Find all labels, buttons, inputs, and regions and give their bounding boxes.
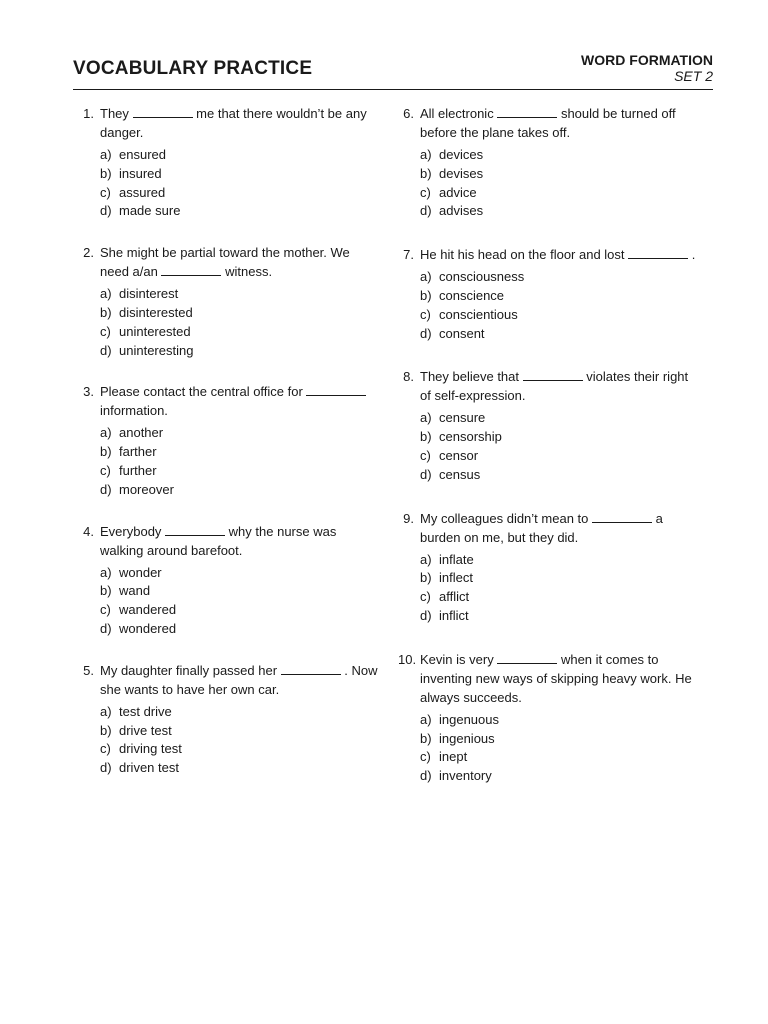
option-list (420, 711, 698, 786)
option-letter: d) (420, 466, 432, 482)
stem-text-after: . (691, 247, 696, 263)
option-item (100, 601, 378, 620)
option-letter: a) (420, 269, 432, 285)
question-stem (100, 522, 378, 560)
option-letter: d) (420, 607, 432, 623)
option-text: another (119, 425, 164, 441)
option-item (420, 165, 698, 184)
option-item (420, 730, 698, 749)
option-letter: d) (420, 325, 432, 341)
option-item (420, 202, 698, 221)
option-item (100, 443, 378, 462)
question-2 (78, 243, 378, 360)
option-text: farther (119, 444, 157, 460)
option-text: wondered (119, 620, 177, 636)
option-item (420, 428, 698, 447)
option-item (100, 342, 378, 361)
option-letter: b) (420, 730, 432, 746)
option-item (420, 711, 698, 730)
question-stem (100, 661, 378, 699)
option-letter: c) (100, 462, 111, 478)
option-letter: a) (420, 551, 432, 567)
option-item (420, 268, 698, 287)
question-7 (398, 245, 698, 343)
option-letter: a) (420, 410, 432, 426)
option-item (100, 202, 378, 221)
option-letter: c) (420, 306, 431, 322)
option-text: afflict (439, 589, 470, 605)
question-1 (78, 104, 378, 221)
option-letter: c) (100, 602, 111, 618)
option-letter: b) (420, 287, 432, 303)
option-item (100, 722, 378, 741)
option-text: inflate (439, 551, 474, 567)
question-5 (78, 661, 378, 778)
option-item (420, 184, 698, 203)
option-item (420, 325, 698, 344)
option-text: inept (439, 749, 468, 765)
option-item (100, 323, 378, 342)
stem-text-after: . Now she wants to have her own car. (100, 662, 378, 697)
option-item (420, 146, 698, 165)
option-letter: a) (100, 425, 112, 441)
option-list (420, 409, 698, 484)
stem-text-before: They believe that (420, 369, 520, 385)
option-item (420, 447, 698, 466)
option-list (100, 564, 378, 639)
question-stem (420, 367, 698, 405)
option-text: further (119, 462, 157, 478)
option-letter: c) (420, 749, 431, 765)
answer-blank (523, 368, 583, 381)
option-item (420, 409, 698, 428)
option-item (100, 703, 378, 722)
option-letter: d) (100, 203, 112, 219)
answer-blank (161, 263, 221, 276)
option-text: ingenious (439, 730, 495, 746)
stem-text-before: My daughter finally passed her (100, 662, 278, 678)
stem-text-before: Everybody (100, 523, 162, 539)
option-letter: b) (100, 583, 112, 599)
question-number: 4. (83, 523, 94, 539)
option-letter: a) (100, 703, 112, 719)
option-item (100, 564, 378, 583)
page-header (73, 50, 713, 90)
option-letter: b) (100, 722, 112, 738)
option-item (420, 287, 698, 306)
option-item (100, 424, 378, 443)
option-item (100, 285, 378, 304)
option-item (420, 551, 698, 570)
set-label: SET 2 (674, 68, 713, 84)
option-item (100, 462, 378, 481)
option-letter: d) (420, 203, 432, 219)
question-column-left (78, 104, 378, 778)
option-letter: d) (100, 481, 112, 497)
option-item (100, 304, 378, 323)
option-item (100, 165, 378, 184)
stem-text-after: violates their right of self-expression. (420, 369, 689, 404)
option-letter: b) (100, 165, 112, 181)
question-number: 9. (403, 510, 414, 526)
option-item (420, 306, 698, 325)
option-letter: a) (100, 286, 112, 302)
option-list (420, 146, 698, 221)
stem-text-after: should be turned off before the plane takes off. (420, 106, 676, 140)
option-letter: c) (420, 184, 431, 200)
stem-text-before: She might be partial toward the mother. We need a/an (100, 245, 350, 280)
question-stem (420, 245, 698, 264)
option-text: driven test (119, 760, 179, 776)
option-letter: b) (420, 165, 432, 181)
question-number: 8. (403, 369, 414, 385)
stem-text-before: Please contact the central office for (100, 384, 303, 400)
option-text: assured (119, 184, 166, 200)
header-right (581, 52, 713, 85)
option-text: made sure (119, 203, 181, 219)
option-item (100, 184, 378, 203)
option-text: advises (439, 203, 484, 219)
question-stem (420, 650, 698, 707)
question-8 (398, 367, 698, 484)
question-number: 1. (83, 106, 94, 121)
option-item (100, 759, 378, 778)
option-letter: b) (420, 429, 432, 445)
option-item (420, 588, 698, 607)
option-letter: b) (100, 304, 112, 320)
option-text: inflect (439, 570, 473, 586)
question-number: 5. (83, 662, 94, 678)
option-text: ingenuous (439, 711, 499, 727)
answer-blank (497, 651, 557, 664)
question-3 (78, 382, 378, 499)
option-text: insured (119, 165, 162, 181)
option-letter: a) (420, 711, 432, 727)
section-label: WORD FORMATION (581, 52, 713, 68)
option-letter: b) (100, 444, 112, 460)
option-item (420, 767, 698, 786)
question-stem (100, 382, 378, 420)
option-item (420, 569, 698, 588)
question-stem (420, 509, 698, 547)
stem-text-after: information. (100, 403, 168, 419)
option-letter: c) (100, 741, 111, 757)
question-number: 3. (83, 384, 94, 400)
option-item (100, 146, 378, 165)
stem-text-before: All electronic (420, 106, 494, 121)
question-number: 6. (403, 106, 414, 121)
option-text: ensured (119, 147, 166, 162)
question-number: 10. (398, 651, 417, 667)
option-letter: c) (100, 184, 111, 200)
option-text: consciousness (439, 269, 525, 285)
answer-blank (133, 105, 193, 118)
option-letter: d) (420, 768, 432, 784)
option-text: wand (119, 583, 151, 599)
answer-blank (165, 523, 225, 536)
question-stem (420, 104, 698, 142)
stem-text-after: why the nurse was walking around barefoot. (100, 523, 337, 558)
answer-blank (628, 246, 688, 259)
answer-blank (306, 383, 366, 396)
option-list (100, 285, 378, 360)
stem-text-after: witness. (225, 264, 273, 280)
stem-text-after: a burden on me, but they did. (420, 510, 663, 545)
question-6 (398, 104, 698, 221)
option-text: wandered (119, 602, 177, 618)
stem-text-before: My colleagues didn’t mean to (420, 510, 589, 526)
option-item (100, 740, 378, 759)
option-letter: a) (100, 147, 112, 162)
option-list (420, 551, 698, 626)
option-item (420, 748, 698, 767)
stem-text-before: They (100, 106, 129, 121)
option-text: censorship (439, 429, 502, 445)
option-text: wonder (119, 564, 162, 580)
option-item (420, 607, 698, 626)
option-item (420, 466, 698, 485)
option-text: censure (439, 410, 486, 426)
stem-text-after: me that there wouldn’t be any danger. (100, 106, 367, 140)
stem-text-before: Kevin is very (420, 651, 494, 667)
option-text: censor (439, 447, 479, 463)
question-stem (100, 243, 378, 281)
option-letter: d) (100, 620, 112, 636)
option-text: disinterested (119, 304, 193, 320)
option-letter: c) (420, 447, 431, 463)
question-9 (398, 509, 698, 626)
option-list (100, 424, 378, 499)
stem-text-before: He hit his head on the floor and lost (420, 247, 625, 263)
option-letter: c) (420, 589, 431, 605)
option-text: uninterested (119, 323, 191, 339)
option-item (100, 620, 378, 639)
option-text: uninteresting (119, 342, 194, 358)
option-letter: a) (100, 564, 112, 580)
option-letter: d) (100, 760, 112, 776)
option-text: moreover (119, 481, 174, 497)
option-list (100, 146, 378, 221)
option-text: conscientious (439, 306, 518, 322)
option-list (420, 268, 698, 343)
answer-blank (497, 105, 557, 118)
option-text: disinterest (119, 286, 179, 302)
question-number: 7. (403, 247, 414, 263)
option-text: consent (439, 325, 485, 341)
option-text: conscience (439, 287, 505, 303)
question-stem (100, 104, 378, 142)
question-4 (78, 522, 378, 639)
question-number: 2. (83, 245, 94, 261)
option-letter: d) (100, 342, 112, 358)
option-text: test drive (119, 703, 172, 719)
option-list (100, 703, 378, 778)
answer-blank (592, 510, 652, 523)
question-10 (398, 650, 698, 786)
option-text: advice (439, 184, 477, 200)
answer-blank (281, 662, 341, 675)
option-letter: a) (420, 147, 432, 162)
option-letter: b) (420, 570, 432, 586)
option-text: census (439, 466, 481, 482)
stem-text-after: when it comes to inventing new ways of skipping heavy work. He always succeeds. (420, 651, 692, 705)
option-letter: c) (100, 323, 111, 339)
page-title: VOCABULARY PRACTICE (73, 58, 313, 79)
option-item (100, 481, 378, 500)
option-text: devices (439, 147, 484, 162)
option-text: drive test (119, 722, 172, 738)
option-item (100, 582, 378, 601)
question-column-right (398, 104, 698, 786)
option-text: inflict (439, 607, 469, 623)
option-text: devises (439, 165, 484, 181)
option-text: driving test (119, 741, 182, 757)
option-text: inventory (439, 768, 492, 784)
